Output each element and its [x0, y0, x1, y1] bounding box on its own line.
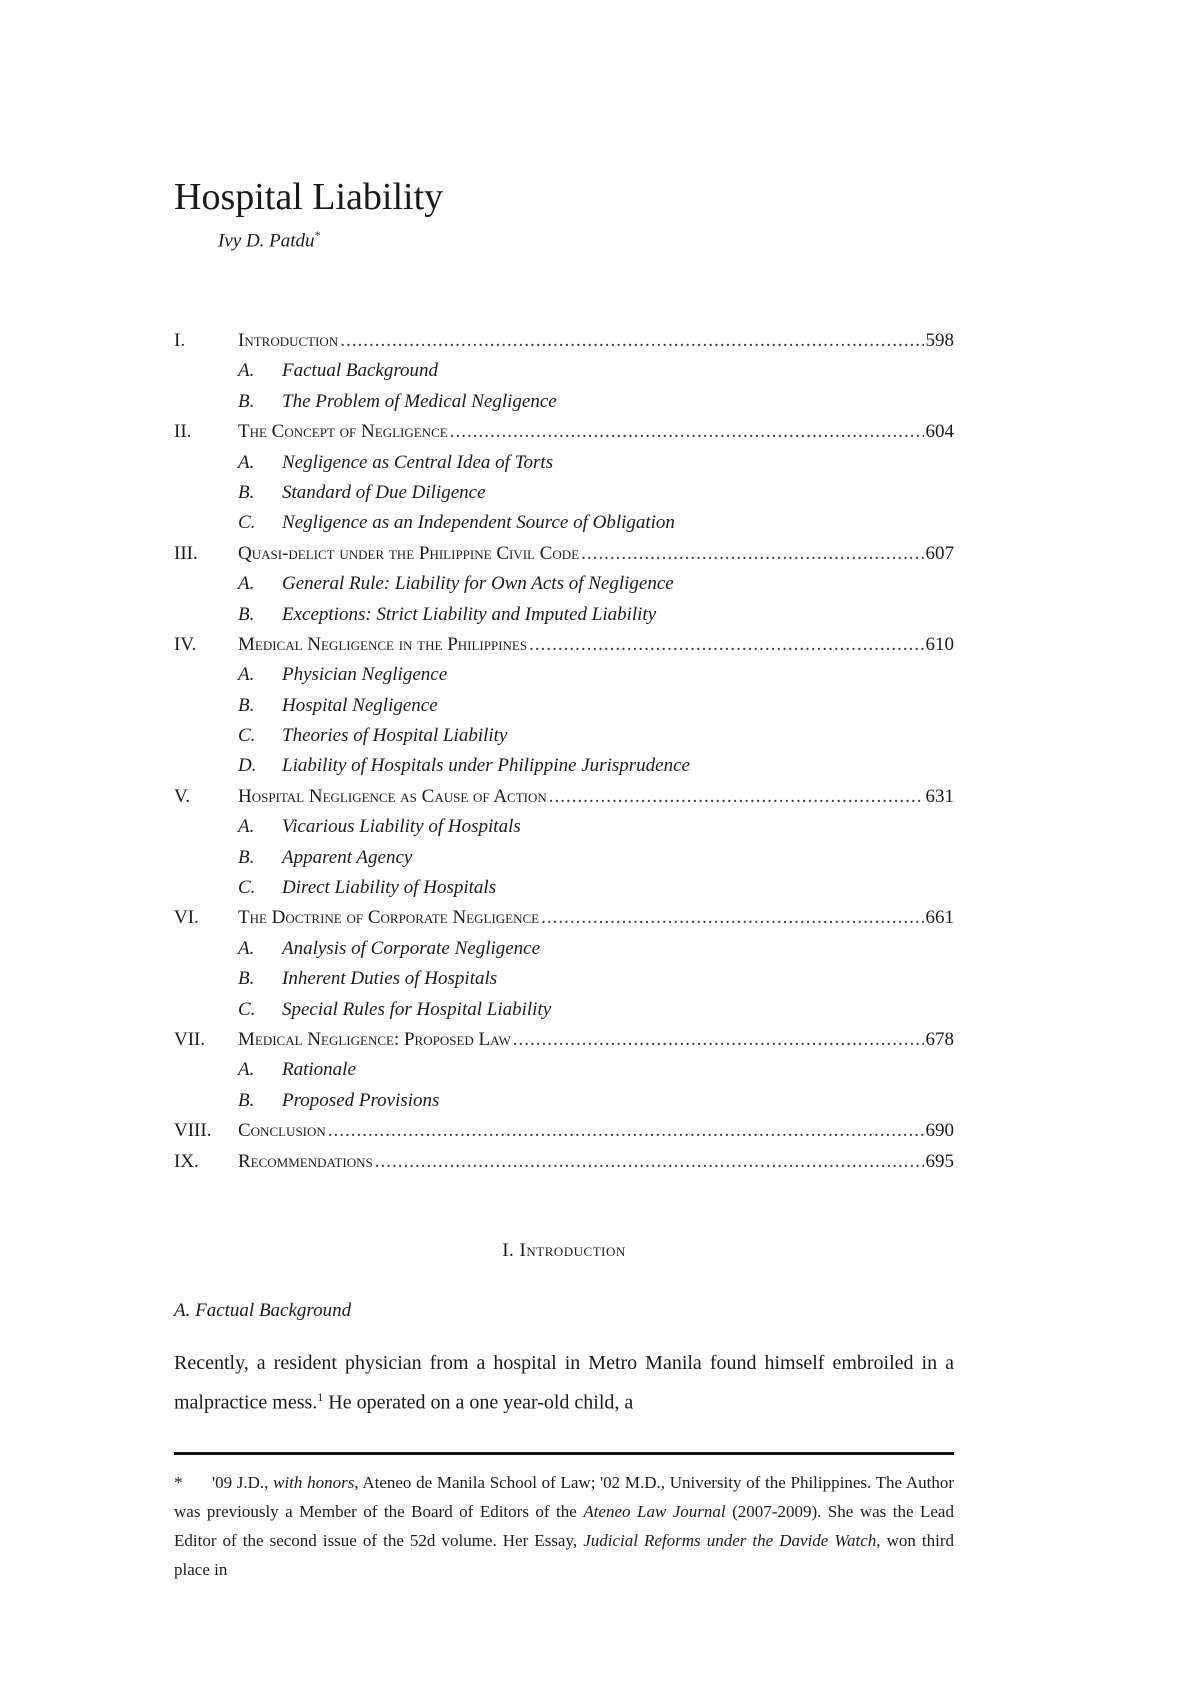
toc-subentry[interactable] [174, 847, 954, 877]
toc-leader-dots [513, 1029, 924, 1051]
toc-entry-number: V. [174, 785, 191, 807]
toc-entry-title: Quasi-delict under the Philippine Civil Code [238, 542, 580, 564]
toc-entry-title: The Doctrine of Corporate Negligence [238, 907, 540, 929]
toc-page-number: 678 [925, 1028, 954, 1050]
toc-entry[interactable] [174, 1120, 954, 1150]
toc-entry[interactable] [174, 330, 954, 360]
toc-subentry[interactable] [174, 877, 954, 907]
toc-subentry[interactable] [174, 1090, 954, 1120]
toc-entry-title: Medical Negligence: Proposed Law [238, 1028, 511, 1050]
toc-entry-title: Conclusion [238, 1120, 326, 1142]
toc-subentry[interactable] [174, 999, 954, 1029]
toc-subentry-letter: A. [238, 1059, 255, 1081]
toc-subentry-title: Analysis of Corporate Negligence [282, 937, 541, 959]
footnote-mark: * [174, 1473, 183, 1492]
toc-subentry-title: Special Rules for Hospital Liability [282, 998, 552, 1020]
toc-subentry[interactable] [174, 482, 954, 512]
toc-subentry-letter: B. [238, 603, 255, 625]
toc-subentry-title: Proposed Provisions [282, 1089, 440, 1111]
footnote [174, 1468, 954, 1584]
toc-entry-number: VI. [174, 907, 199, 929]
toc-page-number: 607 [925, 542, 954, 564]
section-heading: I. Introduction [502, 1240, 626, 1261]
toc-subentry[interactable] [174, 1059, 954, 1089]
toc-entry-number: IV. [174, 633, 197, 655]
toc-entry-title: Hospital Negligence as Cause of Action [238, 785, 547, 807]
table-of-contents [174, 330, 954, 1181]
toc-subentry[interactable] [174, 391, 954, 421]
toc-subentry-letter: B. [238, 694, 255, 716]
toc-subentry-letter: B. [238, 390, 255, 412]
footnote-text-2: , Ateneo de Manila School of Law; '02 M.D., University of the Philippines. The Author was previously a Member of the Board of Editors of the [174, 1473, 954, 1521]
toc-entry-number: III. [174, 542, 198, 564]
toc-subentry-letter: D. [238, 755, 257, 777]
toc-page-number: 604 [925, 421, 954, 443]
toc-entry-title: The Concept of Negligence [238, 421, 448, 443]
toc-subentry-title: Liability of Hospitals under Philippine Jurisprudence [282, 755, 690, 777]
footnote-text-4: , won third place in [174, 1531, 955, 1579]
toc-subentry[interactable] [174, 755, 954, 785]
toc-subentry-letter: B. [238, 481, 255, 503]
footnote-italic-1: with honors [273, 1473, 355, 1492]
toc-subentry-title: The Problem of Medical Negligence [282, 390, 557, 412]
toc-subentry-title: General Rule: Liability for Own Acts of Negligence [282, 573, 674, 595]
toc-subentry-title: Hospital Negligence [282, 694, 438, 716]
toc-subentry[interactable] [174, 573, 954, 603]
toc-subentry-title: Physician Negligence [282, 664, 448, 686]
toc-subentry-letter: B. [238, 846, 255, 868]
toc-entry[interactable] [174, 1029, 954, 1059]
toc-leader-dots [529, 634, 923, 656]
author-footnote-mark: * [314, 228, 321, 242]
footnote-text-1: '09 J.D., [212, 1473, 274, 1492]
toc-page-number: 598 [925, 330, 954, 351]
toc-leader-dots [450, 421, 924, 443]
toc-entry-number: VIII. [174, 1120, 212, 1142]
footnote-italic-3: Judicial Reforms under the Davide Watch [583, 1531, 877, 1550]
toc-subentry-title: Exceptions: Strict Liability and Imputed Liability [282, 603, 657, 625]
toc-page-number: 631 [925, 785, 954, 807]
toc-page-number: 661 [925, 907, 954, 929]
toc-subentry[interactable] [174, 725, 954, 755]
toc-entry[interactable] [174, 1151, 954, 1181]
toc-subentry[interactable] [174, 452, 954, 482]
toc-subentry-letter: B. [238, 968, 255, 990]
toc-subentry-title: Standard of Due Diligence [282, 481, 486, 503]
paragraph-text-start: Recently, a resident physician from a hospital in Metro Manila found himself embroiled in a malpractice mess. [174, 1352, 954, 1414]
toc-entry-title: Medical Negligence in the Philippines [238, 633, 528, 655]
toc-subentry-letter: A. [238, 937, 255, 959]
toc-subentry[interactable] [174, 816, 954, 846]
toc-leader-dots [541, 907, 923, 929]
article-title: Hospital Liability [174, 176, 444, 218]
toc-subentry-letter: C. [238, 725, 256, 747]
footnote-text-3: (2007-2009). She was the Lead Editor of the second issue of the 52d volume. Her Essay, [174, 1502, 954, 1550]
toc-leader-dots [340, 330, 923, 352]
toc-page-number: 695 [925, 1150, 954, 1172]
toc-subentry-title: Negligence as Central Idea of Torts [282, 451, 554, 473]
body-paragraph [174, 1346, 954, 1420]
toc-subentry-title: Inherent Duties of Hospitals [282, 968, 498, 990]
footnote-reference[interactable]: 1 [317, 1390, 324, 1404]
toc-page-number: 610 [925, 633, 954, 655]
toc-subentry[interactable] [174, 695, 954, 725]
toc-entry[interactable] [174, 543, 954, 573]
toc-page-number: 690 [925, 1120, 954, 1142]
toc-subentry-letter: A. [238, 360, 255, 382]
toc-leader-dots [328, 1120, 924, 1142]
toc-leader-dots [549, 786, 924, 808]
toc-leader-dots [375, 1151, 924, 1173]
toc-subentry-letter: A. [238, 573, 255, 595]
toc-subentry[interactable] [174, 968, 954, 998]
toc-subentry-letter: A. [238, 451, 255, 473]
toc-subentry[interactable] [174, 512, 954, 542]
toc-entry-number: I. [174, 330, 186, 351]
toc-subentry-letter: C. [238, 998, 256, 1020]
toc-entry[interactable] [174, 421, 954, 451]
toc-entry[interactable] [174, 907, 954, 937]
toc-entry[interactable] [174, 786, 954, 816]
toc-subentry-title: Direct Liability of Hospitals [282, 877, 497, 899]
toc-subentry-letter: A. [238, 664, 255, 686]
toc-subentry-title: Negligence as an Independent Source of Obligation [282, 512, 675, 534]
toc-subentry-title: Theories of Hospital Liability [282, 725, 508, 747]
toc-subentry-title: Apparent Agency [282, 846, 413, 868]
toc-entry-title: Introduction [238, 330, 339, 351]
toc-subentry-letter: C. [238, 512, 256, 534]
toc-subentry-letter: A. [238, 816, 255, 838]
subsection-heading: A. Factual Background [174, 1300, 352, 1321]
toc-subentry[interactable] [174, 604, 954, 634]
toc-entry[interactable] [174, 634, 954, 664]
toc-subentry-letter: B. [238, 1089, 255, 1111]
toc-subentry-letter: C. [238, 877, 256, 899]
toc-subentry[interactable] [174, 938, 954, 968]
toc-entry-number: IX. [174, 1150, 199, 1172]
author-byline [218, 228, 321, 252]
toc-subentry-title: Rationale [282, 1059, 356, 1081]
toc-subentry[interactable] [174, 664, 954, 694]
footnote-divider [174, 1452, 954, 1455]
paragraph-text-end: He operated on a one year-old child, a [323, 1391, 634, 1414]
toc-entry-title: Recommendations [238, 1150, 373, 1172]
toc-entry-number: VII. [174, 1028, 206, 1050]
toc-leader-dots [581, 543, 923, 565]
toc-subentry-title: Factual Background [282, 360, 439, 382]
toc-subentry[interactable] [174, 360, 954, 390]
toc-entry-number: II. [174, 421, 192, 443]
author-name: Ivy D. Patdu [218, 230, 315, 252]
footnote-italic-2: Ateneo Law Journal [583, 1502, 726, 1521]
toc-subentry-title: Vicarious Liability of Hospitals [282, 816, 521, 838]
